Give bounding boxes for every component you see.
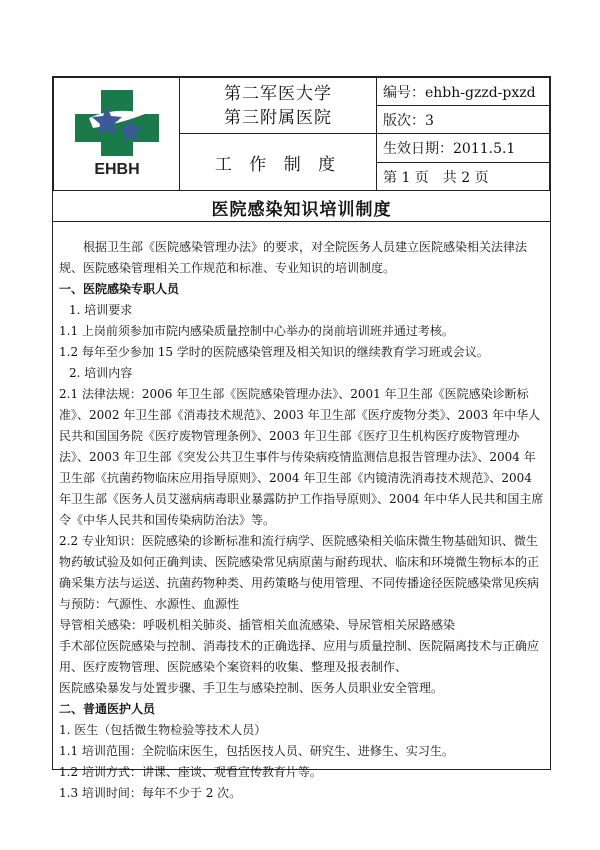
system-label: 工 作 制 度 — [180, 134, 377, 191]
hospital-name-line2: 第三附属医院 — [224, 107, 332, 128]
item-1-1: 1.1 上岗前须参加市院内感染质量控制中心举办的岗前培训班并通过考核。 — [59, 324, 454, 338]
item-2-2: 2.2 专业知识：医院感染的诊断标准和流行病学、医院感染相关临床微生物基础知识、微生物药敏试验及如何正确判读、医院感染常见病原菌与耐药现状、临床和环境微生物标本的正确采集方法与运送、抗菌药物种类、用药策略与使用管理、不同传播途径医院感染常见疾病与预防：气源性、水源性、血源性 — [59, 534, 540, 611]
hospital-name-line1: 第二军医大学 — [224, 83, 332, 104]
hospital-name-cell — [180, 78, 377, 134]
item-doctor-1-1: 1.1 培训范围：全院临床医生，包括医技人员、研究生、进修生、实习生。 — [59, 744, 454, 758]
logo-text: EHBH — [93, 161, 140, 178]
document-body — [59, 237, 544, 804]
section-heading-1: 一、医院感染专职人员 — [59, 282, 180, 296]
title-divider — [53, 221, 550, 222]
item-1-2: 1.2 每年至少参加 15 学时的医院感染管理及相关知识的继续教育学习班或会议。 — [59, 345, 489, 359]
subheading-training-requirements: 1. 培训要求 — [69, 303, 133, 317]
doc-version: 版次：3 — [377, 106, 550, 134]
intro-paragraph: 根据卫生部《医院感染管理办法》的要求，对全院医务人员建立医院感染相关法律法规、医院感染管理相关工作规范和标准、专业知识的培训制度。 — [59, 240, 528, 275]
document-title: 医院感染知识培训制度 — [211, 200, 392, 220]
document-frame — [52, 76, 551, 800]
item-catheter-infections: 导管相关感染：呼吸机相关肺炎、插管相关血流感染、导尿管相关尿路感染 — [59, 618, 456, 632]
section-heading-2: 二、普通医护人员 — [59, 702, 156, 716]
item-2-1: 2.1 法律法规：2006 年卫生部《医院感染管理办法》、2001 年卫生部《医院感染诊断标准》、2002 年卫生部《消毒技术规范》、2003 年卫生部《医疗废物分类》、2003 年中华人民共和国国务院《医疗废物管理条例》、2003 年卫生部《医疗卫生机构医疗废物管理办法》、2003 年卫生部《突发公共卫生事件与传染病疫情监测信息报告管理办法》、2004 年卫生部《抗菌药物临床应用指导原则》、2004 年卫生部《内镜清洗消毒技术规范》、2004 年卫生部《医务人员艾滋病病毒职业暴露防护工作指导原则》、2004 年中华人民共和国主席令《中华人民共和国传染病防治法》等。 — [59, 387, 544, 527]
subheading-training-content: 2. 培训内容 — [69, 366, 133, 380]
item-doctor-1-3: 1.3 培训时间：每年不少于 2 次。 — [59, 786, 242, 800]
effective-date: 生效日期：2011.5.1 — [377, 134, 550, 163]
page-info: 第 1 页 共 2 页 — [377, 163, 550, 191]
doc-code: 编号：ehbh-gzzd-pxzd — [377, 78, 550, 106]
item-doctor-1-2: 1.2 培训方式：讲课、座谈、观看宣传教育片等。 — [59, 765, 322, 779]
item-outbreak: 医院感染暴发与处置步骤、手卫生与感染控制、医务人员职业安全管理。 — [59, 681, 444, 695]
hospital-logo — [69, 84, 165, 180]
subheading-doctors: 1. 医生（包括微生物检验等技术人员） — [59, 723, 267, 737]
logo-cell — [54, 78, 180, 191]
item-surgical-site: 手术部位医院感染与控制、消毒技术的正确选择、应用与质量控制、医院隔离技术与正确应用、医疗废物管理、医院感染个案资料的收集、整理及报表制作、 — [59, 639, 540, 674]
header-table — [53, 77, 550, 191]
